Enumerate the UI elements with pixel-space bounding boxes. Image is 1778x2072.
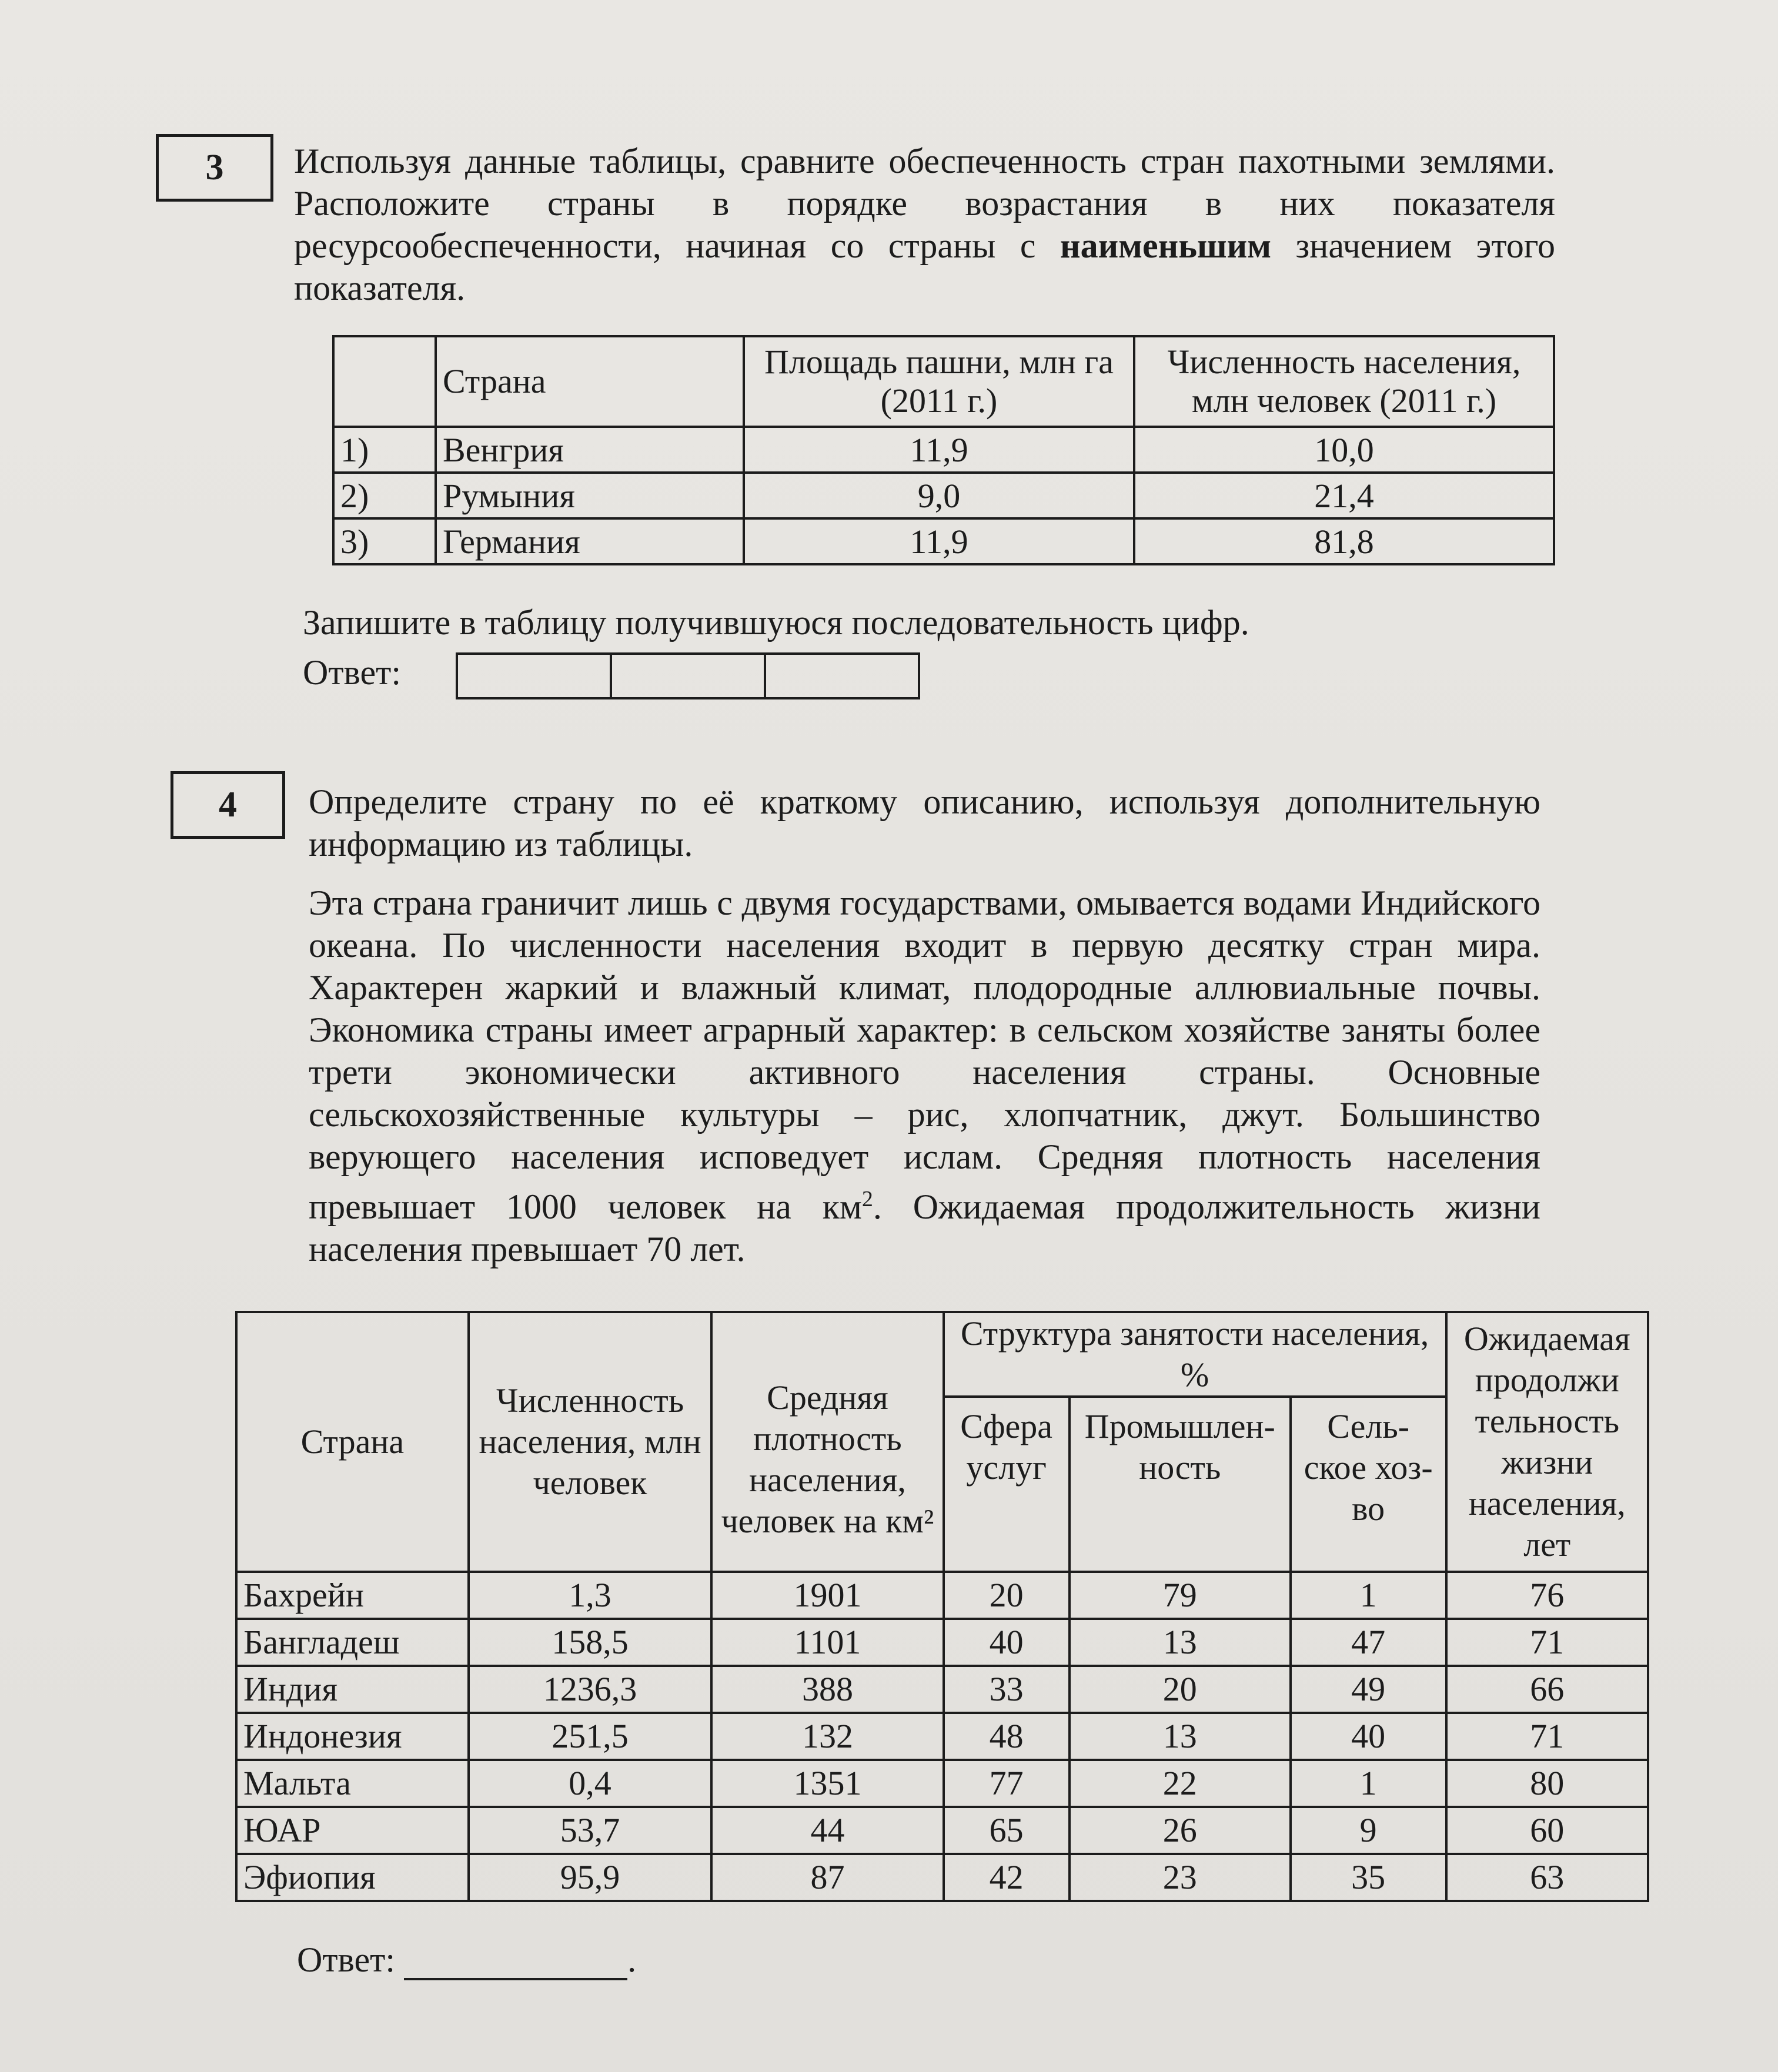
- row-industry: 26: [1070, 1807, 1291, 1854]
- table-row: [236, 1572, 1648, 1619]
- row-index: 1): [333, 427, 436, 473]
- row-index: 2): [333, 473, 436, 518]
- question-3-text-part2: значением этого показателя.: [294, 226, 1555, 307]
- question-4-answer-end: .: [627, 1940, 637, 1979]
- description-part2: . Ожидаемая продолжительность жизни населения превышает 70 лет.: [309, 1187, 1540, 1268]
- table-header-row-1: [236, 1312, 1648, 1397]
- row-agriculture: 49: [1291, 1666, 1446, 1713]
- row-services: 33: [944, 1666, 1070, 1713]
- question-3-answer-cells: [456, 652, 920, 699]
- header-agriculture: Сель-ское хоз-во: [1291, 1397, 1446, 1572]
- header-population: Численность населения, млн человек (2011 г.): [1134, 336, 1554, 427]
- row-index: 3): [333, 518, 436, 564]
- row-services: 48: [944, 1713, 1070, 1760]
- row-density: 1351: [711, 1760, 943, 1807]
- question-4-answer-field[interactable]: [404, 1944, 627, 1980]
- row-country: Индия: [236, 1666, 469, 1713]
- table-row: [236, 1854, 1648, 1901]
- row-density: 1901: [711, 1572, 943, 1619]
- table-row: [236, 1666, 1648, 1713]
- row-area: 9,0: [744, 473, 1134, 518]
- table-row: [333, 473, 1554, 518]
- question-3-text: [294, 140, 1555, 309]
- row-population: 53,7: [469, 1807, 712, 1854]
- row-industry: 13: [1070, 1619, 1291, 1666]
- question-3-bold-word: наименьшим: [1060, 226, 1272, 265]
- question-3-answer-label: Ответ:: [303, 653, 402, 692]
- header-country: Страна: [236, 1312, 469, 1572]
- row-industry: 20: [1070, 1666, 1291, 1713]
- row-agriculture: 40: [1291, 1713, 1446, 1760]
- row-agriculture: 47: [1291, 1619, 1446, 1666]
- row-life: 71: [1446, 1713, 1648, 1760]
- row-agriculture: 35: [1291, 1854, 1446, 1901]
- row-agriculture: 1: [1291, 1572, 1446, 1619]
- row-population: 21,4: [1134, 473, 1554, 518]
- question-4-number: [171, 771, 285, 839]
- row-agriculture: 9: [1291, 1807, 1446, 1854]
- question-3-table: [332, 335, 1555, 565]
- row-life: 63: [1446, 1854, 1648, 1901]
- row-area: 11,9: [744, 518, 1134, 564]
- row-population: 0,4: [469, 1760, 712, 1807]
- row-population: 158,5: [469, 1619, 712, 1666]
- row-area: 11,9: [744, 427, 1134, 473]
- row-density: 44: [711, 1807, 943, 1854]
- header-country: Страна: [436, 336, 744, 427]
- table-row: [333, 518, 1554, 564]
- row-country: Бахрейн: [236, 1572, 469, 1619]
- row-life: 60: [1446, 1807, 1648, 1854]
- row-services: 65: [944, 1807, 1070, 1854]
- table-header-row: [333, 336, 1554, 427]
- row-industry: 79: [1070, 1572, 1291, 1619]
- row-country: Румыния: [436, 473, 744, 518]
- row-country: Индонезия: [236, 1713, 469, 1760]
- table-row: [236, 1760, 1648, 1807]
- row-population: 1236,3: [469, 1666, 712, 1713]
- row-country: Венгрия: [436, 427, 744, 473]
- row-population: 95,9: [469, 1854, 712, 1901]
- header-services: Сфера услуг: [944, 1397, 1070, 1572]
- header-life-expectancy: Ожидаемая продолжи тельность жизни населения, лет: [1446, 1312, 1648, 1572]
- row-country: Мальта: [236, 1760, 469, 1807]
- row-services: 77: [944, 1760, 1070, 1807]
- question-4-answer-label: Ответ:: [297, 1940, 396, 1979]
- row-country: Бангладеш: [236, 1619, 469, 1666]
- row-country: ЮАР: [236, 1807, 469, 1854]
- header-arable-area: Площадь пашни, млн га (2011 г.): [744, 336, 1134, 427]
- row-industry: 23: [1070, 1854, 1291, 1901]
- question-3-number: [156, 134, 273, 202]
- row-country: Эфиопия: [236, 1854, 469, 1901]
- row-services: 42: [944, 1854, 1070, 1901]
- table-row: [236, 1619, 1648, 1666]
- row-life: 71: [1446, 1619, 1648, 1666]
- row-services: 40: [944, 1619, 1070, 1666]
- answer-cell-2[interactable]: [612, 655, 766, 697]
- header-industry: Промышлен-ность: [1070, 1397, 1291, 1572]
- row-density: 87: [711, 1854, 943, 1901]
- description-part1: Эта страна граничит лишь с двумя государствами, омывается водами Индийского океана. По численности населения входит в первую десятку стран мира. Характерен жаркий и влажный климат, плодородные аллювиальные почвы. Экономика страны имеет аграрный характер: в сельском хозяйстве заняты более трети экономически активного населения страны. Основные сельскохозяйственные культуры – рис, хлопчатник, джут. Большинство верующего населения исповедует ислам. Средняя плотность населения превышает 1000 человек на км: [309, 883, 1540, 1226]
- row-country: Германия: [436, 518, 744, 564]
- row-density: 1101: [711, 1619, 943, 1666]
- question-4-number-text: 4: [219, 785, 237, 825]
- header-density: Средняя плотность населения, человек на км²: [711, 1312, 943, 1572]
- row-life: 76: [1446, 1572, 1648, 1619]
- question-4-description: [309, 882, 1540, 1270]
- description-sup: 2: [861, 1187, 873, 1211]
- answer-cell-3[interactable]: [766, 655, 918, 697]
- row-density: 388: [711, 1666, 943, 1713]
- row-density: 132: [711, 1713, 943, 1760]
- header-population: Численность населения, млн человек: [469, 1312, 712, 1572]
- row-industry: 22: [1070, 1760, 1291, 1807]
- answer-cell-1[interactable]: [458, 655, 612, 697]
- table-row: [333, 427, 1554, 473]
- row-population: 10,0: [1134, 427, 1554, 473]
- question-3-text-part1: Используя данные таблицы, сравните обеспеченность стран пахотными землями. Расположите страны в порядке возрастания в них показателя ресурсообеспеченности, начиная со страны с: [294, 142, 1555, 265]
- question-3-instruction: Запишите в таблицу получившуюся последовательность цифр.: [303, 603, 1249, 642]
- row-life: 66: [1446, 1666, 1648, 1713]
- header-index: [333, 336, 436, 427]
- row-population: 81,8: [1134, 518, 1554, 564]
- row-agriculture: 1: [1291, 1760, 1446, 1807]
- question-4-intro: Определите страну по её краткому описанию, используя дополнительную информацию из таблицы.: [309, 782, 1540, 863]
- row-population: 1,3: [469, 1572, 712, 1619]
- table-row: [236, 1713, 1648, 1760]
- header-employment-structure: Структура занятости населения, %: [944, 1312, 1446, 1397]
- question-4-answer: [297, 1940, 636, 1980]
- question-3-number-text: 3: [205, 148, 224, 188]
- row-life: 80: [1446, 1760, 1648, 1807]
- question-4-table: [235, 1311, 1649, 1902]
- row-industry: 13: [1070, 1713, 1291, 1760]
- row-services: 20: [944, 1572, 1070, 1619]
- table-row: [236, 1807, 1648, 1854]
- row-population: 251,5: [469, 1713, 712, 1760]
